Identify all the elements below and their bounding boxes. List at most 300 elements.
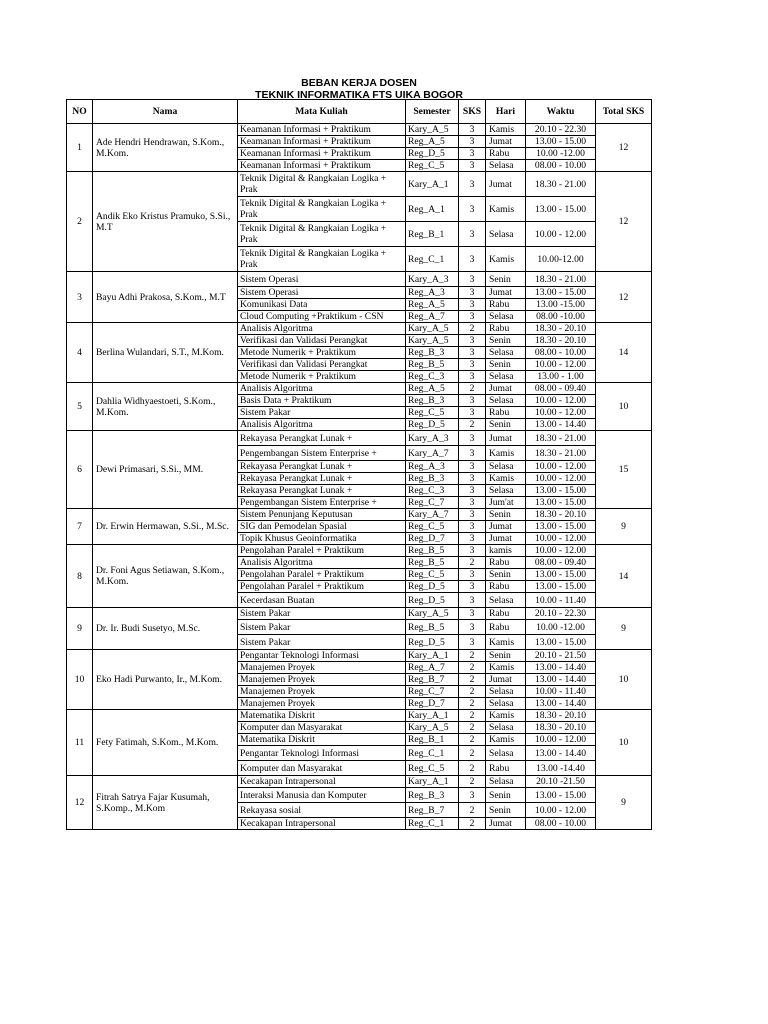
total-sks: 12 — [596, 172, 652, 272]
semester-class: Reg_D_5 — [406, 635, 459, 650]
semester-class: Reg_C_3 — [406, 371, 459, 383]
course-sks: 3 — [459, 197, 486, 222]
course-sks: 3 — [459, 497, 486, 509]
course-day: Senin — [486, 359, 526, 371]
course-name: Teknik Digital & Rangkaian Logika + Prak — [238, 172, 406, 197]
course-name: Komputer dan Masyarakat — [238, 722, 406, 734]
course-name: Kecakapan Intrapersonal — [238, 818, 406, 830]
semester-class: Reg_B_1 — [406, 222, 459, 247]
course-sks: 3 — [459, 545, 486, 557]
course-day: Jumat — [486, 521, 526, 533]
course-day: Kamis — [486, 635, 526, 650]
course-day: Kamis — [486, 734, 526, 746]
course-time: 10.00 - 12.00 — [526, 734, 596, 746]
course-sks: 3 — [459, 335, 486, 347]
course-day: Jumat — [486, 383, 526, 395]
table-row — [67, 124, 652, 136]
semester-class: Kary_A_5 — [406, 722, 459, 734]
course-time: 10.00 - 12.00 — [526, 461, 596, 473]
course-name: Pengolahan Paralel + Praktikum — [238, 569, 406, 581]
lecturer-name: Fitrah Satrya Fajar Kusumah, S.Komp., M.Kom — [93, 776, 238, 830]
total-sks: 14 — [596, 545, 652, 608]
course-name: Pengembangan Sistem Enterprise + — [238, 497, 406, 509]
semester-class: Reg_C_5 — [406, 569, 459, 581]
total-sks: 12 — [596, 272, 652, 323]
semester-class: Reg_C_5 — [406, 761, 459, 776]
course-name: Analisis Algoritma — [238, 383, 406, 395]
total-sks: 14 — [596, 323, 652, 383]
semester-class: Reg_B_1 — [406, 734, 459, 746]
table-row — [67, 710, 652, 722]
header-mata-kuliah: Mata Kuliah — [238, 100, 406, 124]
course-time: 08.00 - 10.00 — [526, 160, 596, 172]
course-sks: 2 — [459, 650, 486, 662]
table-row — [67, 509, 652, 521]
table-row — [67, 383, 652, 395]
course-sks: 3 — [459, 299, 486, 311]
course-name: Analisis Algoritma — [238, 557, 406, 569]
course-day: Rabu — [486, 608, 526, 620]
semester-class: Reg_D_7 — [406, 698, 459, 710]
course-day: Selasa — [486, 593, 526, 608]
course-sks: 3 — [459, 222, 486, 247]
semester-class: Kary_A_5 — [406, 124, 459, 136]
course-sks: 3 — [459, 620, 486, 635]
semester-class: Reg_D_5 — [406, 593, 459, 608]
course-day: Rabu — [486, 620, 526, 635]
semester-class: Reg_C_5 — [406, 407, 459, 419]
course-time: 18.30 - 20.10 — [526, 323, 596, 335]
semester-class: Kary_A_7 — [406, 446, 459, 461]
course-sks: 2 — [459, 803, 486, 818]
semester-class: Reg_B_5 — [406, 620, 459, 635]
course-sks: 3 — [459, 148, 486, 160]
course-day: Kamis — [486, 247, 526, 272]
course-day: Selasa — [486, 347, 526, 359]
course-day: Jumat — [486, 287, 526, 299]
semester-class: Reg_A_5 — [406, 136, 459, 148]
header-nama: Nama — [93, 100, 238, 124]
course-sks: 3 — [459, 473, 486, 485]
course-name: Pengolahan Paralel + Praktikum — [238, 545, 406, 557]
course-time: 10.00 - 12.00 — [526, 222, 596, 247]
course-day: Rabu — [486, 148, 526, 160]
course-name: Rekayasa Perangkat Lunak + — [238, 485, 406, 497]
course-name: Keamanan Informasi + Praktikum — [238, 148, 406, 160]
course-time: 10.00 -12.00 — [526, 148, 596, 160]
course-name: Verifikasi dan Validasi Perangkat — [238, 335, 406, 347]
course-time: 13.00 - 1.00 — [526, 371, 596, 383]
lecturer-name: Eko Hadi Purwanto, Ir., M.Kom. — [93, 650, 238, 710]
course-sks: 3 — [459, 160, 486, 172]
semester-class: Kary_A_1 — [406, 172, 459, 197]
course-time: 08.00 - 09.40 — [526, 383, 596, 395]
course-name: Rekayasa sosial — [238, 803, 406, 818]
course-time: 10.00 - 12.00 — [526, 407, 596, 419]
lecturer-number: 2 — [67, 172, 93, 272]
course-time: 13.00 - 14.40 — [526, 662, 596, 674]
lecturer-number: 3 — [67, 272, 93, 323]
course-time: 10.00 -12.00 — [526, 620, 596, 635]
course-time: 13.00 - 15.00 — [526, 287, 596, 299]
course-sks: 2 — [459, 698, 486, 710]
course-name: Sistem Pakar — [238, 608, 406, 620]
header-hari: Hari — [486, 100, 526, 124]
semester-class: Reg_B_5 — [406, 359, 459, 371]
course-day: Senin — [486, 788, 526, 803]
course-day: Jumat — [486, 533, 526, 545]
table-body — [67, 124, 652, 830]
course-day: Selasa — [486, 461, 526, 473]
semester-class: Reg_A_3 — [406, 461, 459, 473]
course-day: Jumat — [486, 674, 526, 686]
course-sks: 2 — [459, 419, 486, 431]
course-day: Kamis — [486, 124, 526, 136]
course-name: Metode Numerik + Praktikum — [238, 371, 406, 383]
course-time: 08.00 - 10.00 — [526, 347, 596, 359]
semester-class: Reg_A_7 — [406, 662, 459, 674]
course-name: Keamanan Informasi + Praktikum — [238, 124, 406, 136]
course-day: Selasa — [486, 160, 526, 172]
semester-class: Reg_B_3 — [406, 395, 459, 407]
course-day: Rabu — [486, 761, 526, 776]
semester-class: Kary_A_5 — [406, 323, 459, 335]
course-sks: 3 — [459, 347, 486, 359]
table-row — [67, 608, 652, 620]
course-name: Teknik Digital & Rangkaian Logika + Prak — [238, 247, 406, 272]
course-name: Manajemen Proyek — [238, 698, 406, 710]
course-time: 20.10 - 21.50 — [526, 650, 596, 662]
course-time: 13.00 - 15.00 — [526, 635, 596, 650]
total-sks: 9 — [596, 509, 652, 545]
total-sks: 15 — [596, 431, 652, 509]
lecturer-number: 5 — [67, 383, 93, 431]
course-day: Rabu — [486, 323, 526, 335]
course-day: Senin — [486, 335, 526, 347]
course-time: 18.30 - 20.10 — [526, 335, 596, 347]
lecturer-number: 9 — [67, 608, 93, 650]
header-no: NO — [67, 100, 93, 124]
header-semester: Semester — [406, 100, 459, 124]
course-sks: 2 — [459, 710, 486, 722]
semester-class: Kary_A_5 — [406, 608, 459, 620]
lecturer-number: 11 — [67, 710, 93, 776]
course-name: Pengembangan Sistem Enterprise + — [238, 446, 406, 461]
course-time: 13.00 - 15.00 — [526, 485, 596, 497]
course-sks: 2 — [459, 746, 486, 761]
course-name: Sistem Pakar — [238, 407, 406, 419]
lecturer-name: Dr. Ir. Budi Susetyo, M.Sc. — [93, 608, 238, 650]
course-name: Komputer dan Masyarakat — [238, 761, 406, 776]
course-day: Senin — [486, 803, 526, 818]
course-name: Manajemen Proyek — [238, 686, 406, 698]
lecturer-number: 6 — [67, 431, 93, 509]
course-sks: 3 — [459, 608, 486, 620]
course-time: 13.00 - 14.40 — [526, 419, 596, 431]
course-time: 10.00 - 12.00 — [526, 545, 596, 557]
course-day: Rabu — [486, 407, 526, 419]
semester-class: Reg_B_3 — [406, 473, 459, 485]
course-sks: 3 — [459, 446, 486, 461]
total-sks: 10 — [596, 650, 652, 710]
document-subtitle: TEKNIK INFORMATIKA FTS UIKA BOGOR — [255, 89, 463, 101]
semester-class: Reg_A_5 — [406, 299, 459, 311]
semester-class: Reg_B_7 — [406, 803, 459, 818]
table-row — [67, 272, 652, 287]
course-day: Selasa — [486, 485, 526, 497]
course-name: Cloud Computing +Praktikum - CSN — [238, 311, 406, 323]
course-day: Rabu — [486, 299, 526, 311]
semester-class: Kary_A_1 — [406, 710, 459, 722]
table-row — [67, 545, 652, 557]
workload-table — [66, 99, 652, 830]
course-name: Basis Data + Praktikum — [238, 395, 406, 407]
course-time: 20.10 - 22.30 — [526, 124, 596, 136]
course-day: Selasa — [486, 722, 526, 734]
course-sks: 2 — [459, 761, 486, 776]
course-day: Jumat — [486, 431, 526, 446]
lecturer-name: Bayu Adhi Prakosa, S.Kom., M.T — [93, 272, 238, 323]
course-day: Senin — [486, 272, 526, 287]
lecturer-number: 7 — [67, 509, 93, 545]
course-sks: 2 — [459, 674, 486, 686]
semester-class: Kary_A_5 — [406, 335, 459, 347]
course-name: Metode Numerik + Praktikum — [238, 347, 406, 359]
course-sks: 3 — [459, 311, 486, 323]
course-time: 13.00 - 14.40 — [526, 674, 596, 686]
course-sks: 2 — [459, 383, 486, 395]
course-sks: 2 — [459, 734, 486, 746]
course-day: Kamis — [486, 662, 526, 674]
course-sks: 3 — [459, 485, 486, 497]
semester-class: Kary_A_1 — [406, 650, 459, 662]
course-time: 10.00 - 12.00 — [526, 803, 596, 818]
course-day: Senin — [486, 509, 526, 521]
course-sks: 3 — [459, 407, 486, 419]
course-sks: 2 — [459, 686, 486, 698]
course-name: SIG dan Pemodelan Spasial — [238, 521, 406, 533]
course-day: Selasa — [486, 311, 526, 323]
lecturer-number: 12 — [67, 776, 93, 830]
semester-class: Reg_B_3 — [406, 788, 459, 803]
lecturer-name: Ade Hendri Hendrawan, S.Kom., M.Kom. — [93, 124, 238, 172]
semester-class: Kary_A_7 — [406, 509, 459, 521]
course-name: Analisis Algoritma — [238, 323, 406, 335]
course-name: Matematika Diskrit — [238, 734, 406, 746]
course-time: 13.00 -14.40 — [526, 761, 596, 776]
total-sks: 10 — [596, 710, 652, 776]
course-sks: 3 — [459, 124, 486, 136]
course-sks: 2 — [459, 776, 486, 788]
lecturer-number: 8 — [67, 545, 93, 608]
course-name: Pengolahan Paralel + Praktikum — [238, 581, 406, 593]
course-time: 08.00 -10.00 — [526, 311, 596, 323]
semester-class: Reg_D_5 — [406, 419, 459, 431]
course-day: Kamis — [486, 197, 526, 222]
table-row — [67, 776, 652, 788]
semester-class: Kary_A_3 — [406, 272, 459, 287]
course-time: 10.00 - 12.00 — [526, 359, 596, 371]
course-sks: 3 — [459, 635, 486, 650]
semester-class: Reg_C_7 — [406, 686, 459, 698]
course-sks: 3 — [459, 287, 486, 299]
course-day: Selasa — [486, 222, 526, 247]
course-day: Jumat — [486, 136, 526, 148]
semester-class: Reg_A_7 — [406, 311, 459, 323]
course-time: 13.00 - 15.00 — [526, 497, 596, 509]
semester-class: Reg_A_3 — [406, 287, 459, 299]
course-sks: 3 — [459, 172, 486, 197]
course-sks: 3 — [459, 272, 486, 287]
course-name: Sistem Operasi — [238, 287, 406, 299]
course-time: 20.10 -21.50 — [526, 776, 596, 788]
course-time: 13.00 - 14.40 — [526, 746, 596, 761]
course-time: 13.00 - 15.00 — [526, 197, 596, 222]
semester-class: Kary_A_3 — [406, 431, 459, 446]
course-time: 10.00 - 11.40 — [526, 593, 596, 608]
semester-class: Kary_A_1 — [406, 776, 459, 788]
header-sks: SKS — [459, 100, 486, 124]
course-time: 13.00 -15.00 — [526, 299, 596, 311]
course-day: Kamis — [486, 473, 526, 485]
semester-class: Reg_A_5 — [406, 383, 459, 395]
header-total-sks: Total SKS — [596, 100, 652, 124]
course-day: Kamis — [486, 446, 526, 461]
course-sks: 3 — [459, 521, 486, 533]
semester-class: Reg_C_5 — [406, 160, 459, 172]
course-name: Manajemen Proyek — [238, 674, 406, 686]
course-sks: 3 — [459, 533, 486, 545]
semester-class: Reg_C_3 — [406, 485, 459, 497]
total-sks: 12 — [596, 124, 652, 172]
course-day: Rabu — [486, 581, 526, 593]
course-time: 18.30 - 21.00 — [526, 431, 596, 446]
lecturer-number: 4 — [67, 323, 93, 383]
course-sks: 3 — [459, 593, 486, 608]
course-day: Jum'at — [486, 497, 526, 509]
table-row — [67, 323, 652, 335]
course-day: Senin — [486, 650, 526, 662]
course-name: Teknik Digital & Rangkaian Logika + Prak — [238, 197, 406, 222]
total-sks: 10 — [596, 383, 652, 431]
course-day: Selasa — [486, 395, 526, 407]
course-day: Selasa — [486, 686, 526, 698]
course-time: 13.00 - 15.00 — [526, 136, 596, 148]
course-day: Rabu — [486, 557, 526, 569]
lecturer-name: Dewi Primasari, S.Si., MM. — [93, 431, 238, 509]
course-time: 13.00 - 14.40 — [526, 698, 596, 710]
lecturer-name: Dr. Erwin Hermawan, S.Si., M.Sc. — [93, 509, 238, 545]
course-name: Kecerdasan Buatan — [238, 593, 406, 608]
semester-class: Reg_B_7 — [406, 674, 459, 686]
header-waktu: Waktu — [526, 100, 596, 124]
course-day: Jumat — [486, 818, 526, 830]
course-name: Verifikasi dan Validasi Perangkat — [238, 359, 406, 371]
course-time: 18.30 - 20.10 — [526, 509, 596, 521]
course-name: Matematika Diskrit — [238, 710, 406, 722]
course-name: Sistem Operasi — [238, 272, 406, 287]
table-row — [67, 431, 652, 446]
course-day: Selasa — [486, 776, 526, 788]
course-sks: 3 — [459, 359, 486, 371]
course-time: 10.00 - 11.40 — [526, 686, 596, 698]
course-sks: 3 — [459, 461, 486, 473]
course-time: 10.00 - 12.00 — [526, 533, 596, 545]
course-sks: 3 — [459, 569, 486, 581]
semester-class: Reg_C_7 — [406, 497, 459, 509]
semester-class: Reg_C_5 — [406, 521, 459, 533]
course-sks: 2 — [459, 722, 486, 734]
course-name: Keamanan Informasi + Praktikum — [238, 160, 406, 172]
course-time: 10.00 - 12.00 — [526, 473, 596, 485]
semester-class: Reg_B_3 — [406, 347, 459, 359]
document-title: BEBAN KERJA DOSEN — [301, 77, 417, 89]
lecturer-name: Dahlia Widhyaestoeti, S.Kom., M.Kom. — [93, 383, 238, 431]
course-time: 18.30 - 21.00 — [526, 272, 596, 287]
lecturer-number: 10 — [67, 650, 93, 710]
course-name: Sistem Pakar — [238, 620, 406, 635]
total-sks: 9 — [596, 776, 652, 830]
course-time: 18.30 - 21.00 — [526, 172, 596, 197]
course-time: 13.00 - 15.00 — [526, 788, 596, 803]
semester-class: Reg_A_1 — [406, 197, 459, 222]
course-time: 08.00 - 09.40 — [526, 557, 596, 569]
course-time: 20.10 - 22.30 — [526, 608, 596, 620]
course-name: Sistem Penunjang Keputusan — [238, 509, 406, 521]
course-time: 13.00 - 15.00 — [526, 569, 596, 581]
table-row — [67, 650, 652, 662]
table-row — [67, 172, 652, 197]
course-sks: 3 — [459, 509, 486, 521]
course-sks: 3 — [459, 788, 486, 803]
course-sks: 2 — [459, 557, 486, 569]
semester-class: Reg_D_5 — [406, 148, 459, 160]
course-name: Kecakapan Intrapersonal — [238, 776, 406, 788]
course-day: Jumat — [486, 172, 526, 197]
course-day: Selasa — [486, 698, 526, 710]
course-day: Selasa — [486, 746, 526, 761]
course-time: 18.30 - 20.10 — [526, 722, 596, 734]
course-name: Analisis Algoritma — [238, 419, 406, 431]
course-name: Rekayasa Perangkat Lunak + — [238, 431, 406, 446]
course-time: 13.00 - 15.00 — [526, 581, 596, 593]
lecturer-name: Dr. Foni Agus Setiawan, S.Kom., M.Kom. — [93, 545, 238, 608]
course-name: Teknik Digital & Rangkaian Logika + Prak — [238, 222, 406, 247]
semester-class: Reg_D_5 — [406, 581, 459, 593]
course-sks: 3 — [459, 395, 486, 407]
course-time: 18.30 - 21.00 — [526, 446, 596, 461]
lecturer-name: Berlina Wulandari, S.T., M.Kom. — [93, 323, 238, 383]
semester-class: Reg_B_5 — [406, 545, 459, 557]
course-sks: 2 — [459, 323, 486, 335]
semester-class: Reg_D_7 — [406, 533, 459, 545]
course-sks: 3 — [459, 247, 486, 272]
course-sks: 2 — [459, 818, 486, 830]
course-sks: 3 — [459, 581, 486, 593]
course-name: Manajemen Proyek — [238, 662, 406, 674]
lecturer-name: Fety Fatimah, S.Kom., M.Kom. — [93, 710, 238, 776]
course-name: Keamanan Informasi + Praktikum — [238, 136, 406, 148]
course-name: Topik Khusus Geoinformatika — [238, 533, 406, 545]
course-name: Sistem Pakar — [238, 635, 406, 650]
course-name: Interaksi Manusia dan Komputer — [238, 788, 406, 803]
lecturer-name: Andik Eko Kristus Pramuko, S.Si., M.T — [93, 172, 238, 272]
course-sks: 3 — [459, 136, 486, 148]
semester-class: Reg_C_1 — [406, 247, 459, 272]
course-sks: 2 — [459, 662, 486, 674]
course-name: Komunikasi Data — [238, 299, 406, 311]
course-day: Kamis — [486, 710, 526, 722]
